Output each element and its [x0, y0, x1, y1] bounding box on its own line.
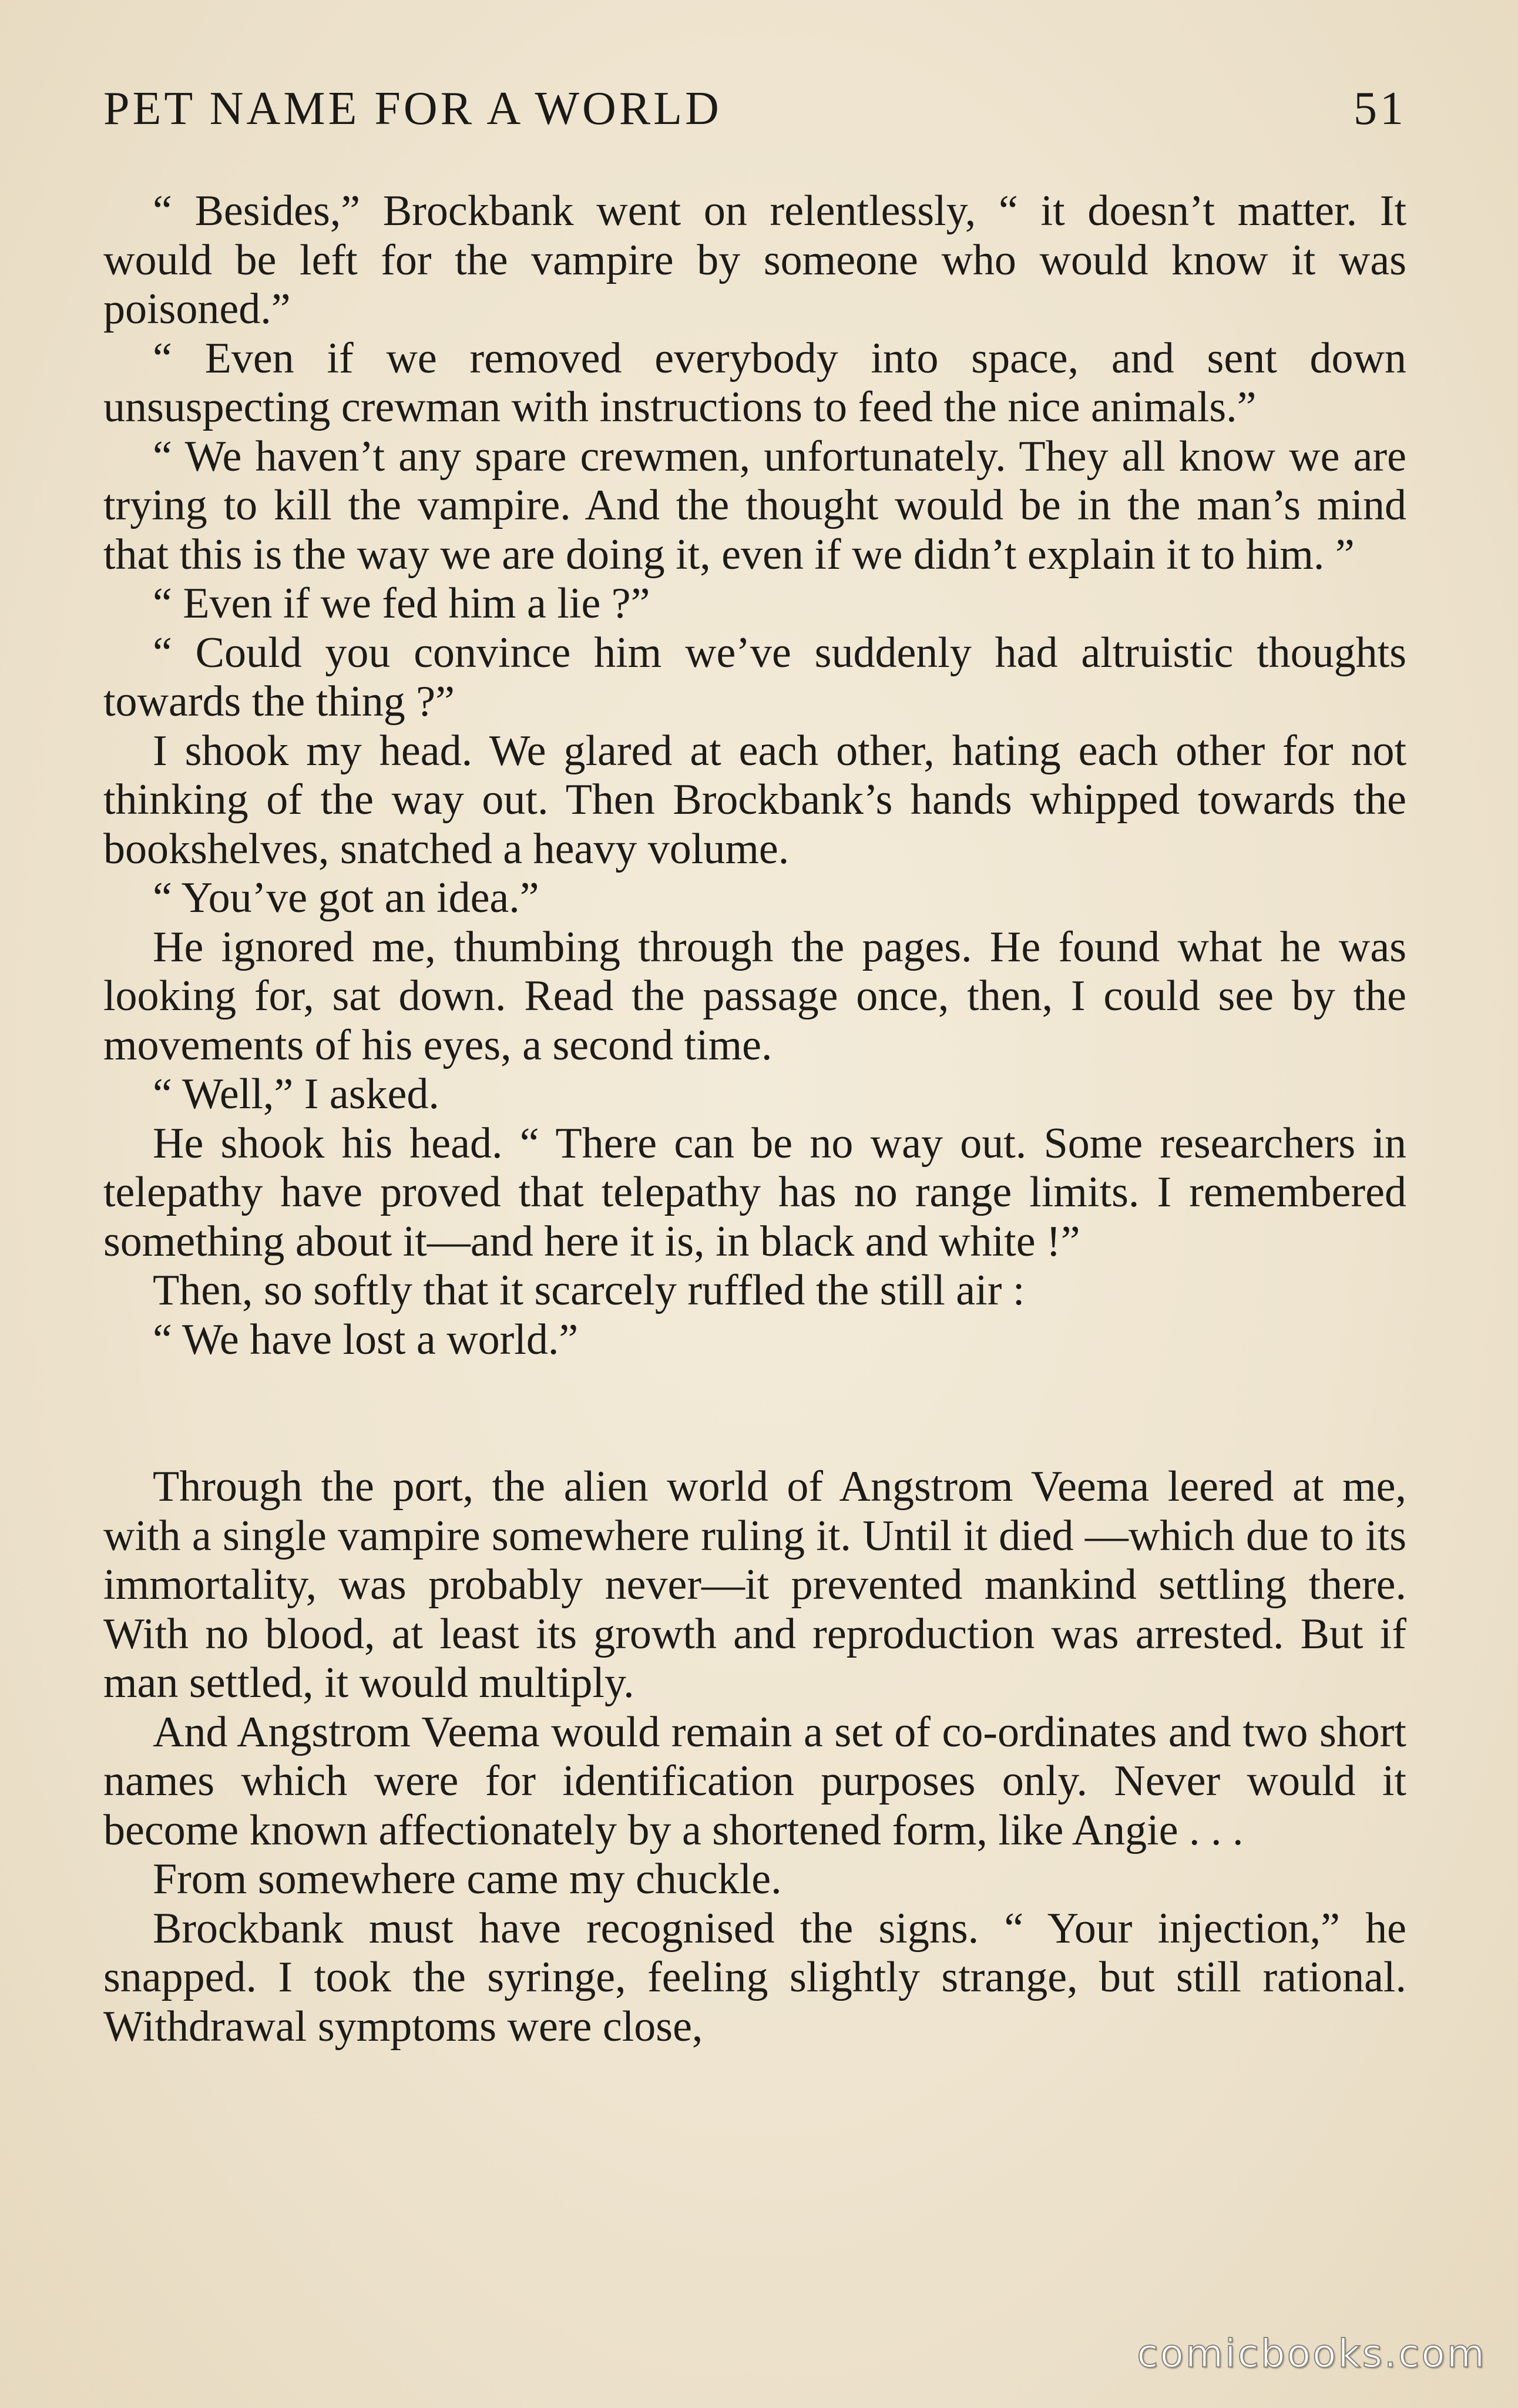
section-break — [103, 1364, 1406, 1463]
watermark: comicbooks.com — [1137, 2331, 1486, 2376]
running-title: PET NAME FOR A WORLD — [103, 83, 722, 135]
paragraph: “ You’ve got an idea.” — [153, 874, 539, 922]
paragraph: And Angstrom Veema would remain a set of co-ordinates and two short names which were for identification purposes only. Never would it become known affectionately by a shortened form, like Angie . . . — [103, 1708, 1406, 1854]
paragraph: “ Even if we removed everybody into space, and sent down unsuspecting crewman with instructions to feed the nice animals.” — [103, 334, 1406, 431]
page-header — [103, 82, 1406, 147]
paragraph: “ Even if we fed him a lie ?” — [153, 579, 650, 628]
paragraph: Through the port, the alien world of Angstrom Veema leered at me, with a single vampire somewhere ruling it. Until it died —which due to its immortality, was probably never—it prevented mankind settling there. With no blood, at least its growth and reproduction was arrested. But if man settled, it would multiply. — [103, 1463, 1406, 1707]
paragraph: I shook my head. We glared at each other, hating each other for not thinking of the way out. Then Brockbank’s hands whipped towards the bookshelves, snatched a heavy volume. — [103, 726, 1406, 873]
paragraph: He ignored me, thumbing through the pages. He found what he was looking for, sat down. Read the passage once, then, I could see by the movements of his eyes, a second time. — [103, 923, 1406, 1069]
page-number: 51 — [1354, 83, 1406, 135]
paragraph: “ Could you convince him we’ve suddenly had altruistic thoughts towards the thing ?” — [103, 628, 1406, 726]
paragraph: Brockbank must have recognised the signs. “ Your injection,” he snapped. I took the syringe, feeling slightly strange, but still rational. Withdrawal symptoms were close, — [103, 1904, 1406, 2051]
body-text — [103, 187, 1406, 2051]
paragraph: “ Well,” I asked. — [153, 1070, 439, 1118]
paragraph: From somewhere came my chuckle. — [153, 1855, 782, 1903]
paragraph: He shook his head. “ There can be no way out. Some researchers in telepathy have proved that telepathy has no range limits. I remembered something about it—and here it is, in black and white !” — [103, 1119, 1406, 1266]
paragraph: “ We have lost a world.” — [153, 1315, 579, 1364]
paragraph: “ Besides,” Brockbank went on relentlessly, “ it doesn’t matter. It would be left for the vampire by someone who would know it was poisoned.” — [103, 187, 1406, 333]
paragraph: Then, so softly that it scarcely ruffled the still air : — [153, 1266, 1025, 1314]
paragraph: “ We haven’t any spare crewmen, unfortunately. They all know we are trying to kill the vampire. And the thought would be in the man’s mind that this is the way we are doing it, even if we didn’t explain it to him. ” — [103, 432, 1406, 579]
